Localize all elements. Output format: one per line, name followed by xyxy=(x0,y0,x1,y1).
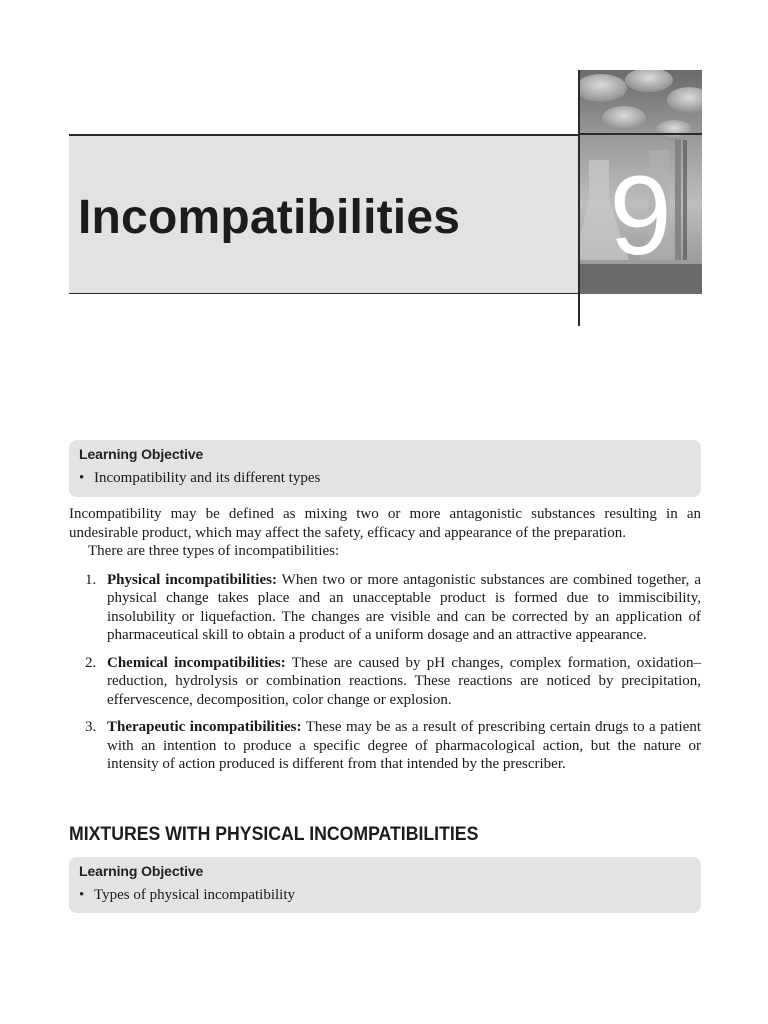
list-item-term: Therapeutic incompatibilities: xyxy=(107,719,302,735)
learning-objective-item xyxy=(79,887,691,904)
list-item-text: These are caused by pH changes, complex formation, oxidation–reduction, hydrolysis or combination reactions. These reactions are noticed by precipitation, effervescence, decomposition, color change or explosion. xyxy=(107,654,701,708)
learning-objective-title: Learning Objective xyxy=(79,446,204,462)
learning-objective-box xyxy=(69,857,701,913)
body-text xyxy=(69,505,701,783)
list-item xyxy=(69,571,701,645)
list-item-number: 1. xyxy=(85,571,97,588)
definition-paragraph: Incompatibility may be defined as mixing two or more antagonistic substances resulting in an undesirable product, which may affect the safety, efficacy and appearance of the preparation. xyxy=(69,506,701,541)
types-list xyxy=(69,571,701,774)
list-item-term: Chemical incompatibilities: xyxy=(107,654,286,671)
learning-objective-item xyxy=(79,470,691,487)
learning-objective-box xyxy=(69,440,701,497)
chapter-title: Incompatibilities xyxy=(78,191,461,244)
section-heading: MIXTURES WITH PHYSICAL INCOMPATIBILITIES xyxy=(69,824,479,845)
types-intro: There are three types of incompatibilities: xyxy=(88,543,340,559)
list-item-text: These may be as a result of prescribing certain drugs to a patient with an intention to produce a specific degree of pharmacological action, but the nature or intensity of action produced is different from that intended by the prescriber. xyxy=(107,719,702,772)
learning-objective-title: Learning Objective xyxy=(79,863,204,879)
learning-objective-item-text: Types of physical incompatibility xyxy=(94,887,295,903)
list-item-number: 2. xyxy=(85,654,97,671)
list-item-text: When two or more antagonistic substances are combined together, a physical change takes place and an unacceptable product is formed due to immiscibility, insolubility or liquefaction. The changes are visible and can be corrected by an application of pharmaceutical skill to obtain a product of a uniform dosage and an attractive appearance. xyxy=(107,571,702,643)
list-item-term: Physical incompatibilities: xyxy=(107,571,277,588)
list-item xyxy=(69,654,701,710)
list-item xyxy=(69,718,701,774)
learning-objective-item-text: Incompatibility and its different types xyxy=(94,470,321,486)
bullet-icon: • xyxy=(79,470,85,486)
bullet-icon: • xyxy=(79,887,85,903)
list-item-number: 3. xyxy=(85,719,97,735)
chapter-number: 9 xyxy=(609,153,672,278)
header-vertical-rule xyxy=(578,70,580,326)
